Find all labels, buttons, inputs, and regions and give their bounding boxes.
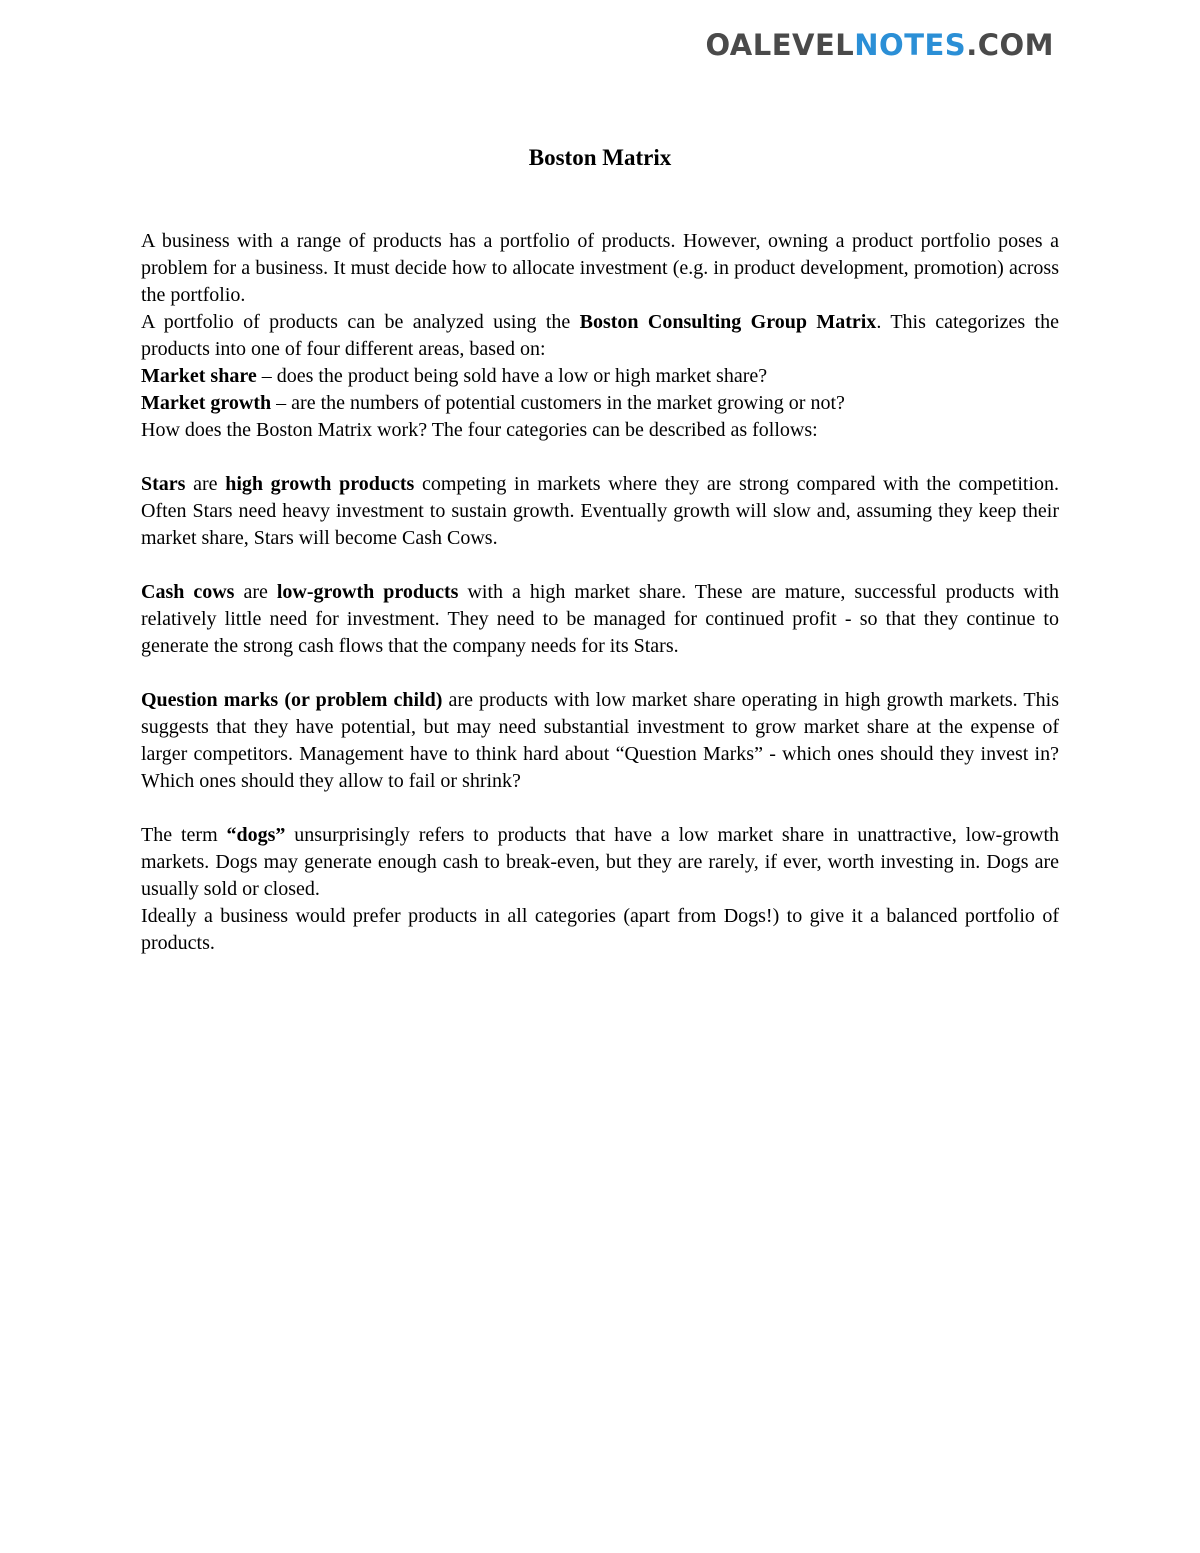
bcg-paragraph	[141, 309, 1059, 363]
market-share-line	[141, 363, 1059, 390]
question-marks-text: are products with low market share operating in high growth markets. This suggests that they have potential, but may need substantial investment to grow market share at the expense of larger competitors. Management have to think hard about “Question Marks” - which ones should they invest in? Which ones should they allow to fail or shrink?	[141, 689, 1059, 792]
cash-cows-text: with a high market share. These are mature, successful products with relatively little need for investment. They need to be managed for continued profit - so that they continue to generate the strong cash flows that the company needs for its Stars.	[141, 581, 1060, 657]
how-line: How does the Boston Matrix work? The four categories can be described as follows:	[141, 419, 818, 441]
stars-mid: are	[185, 473, 226, 495]
cash-cows-term: Cash cows	[141, 581, 235, 603]
page-title: Boston Matrix	[528, 145, 672, 170]
document-body	[141, 228, 1059, 957]
market-share-text: – does the product being sold have a low or high market share?	[256, 365, 768, 387]
dogs-paragraph	[141, 822, 1059, 903]
cash-cows-mid: are	[234, 581, 277, 603]
question-marks-paragraph	[141, 687, 1059, 795]
stars-text: competing in markets where they are strong compared with the competition. Often Stars need heavy investment to sustain growth. Eventually growth will slow and, assuming they keep their market share, Stars will become Cash Cows.	[141, 473, 1060, 549]
bcg-text-post: . This categorizes the products into one of four different areas, based on:	[141, 311, 1059, 360]
spacer	[141, 552, 1059, 579]
logo-text-oalevel: OALEVEL	[705, 28, 855, 62]
stars-paragraph	[141, 471, 1059, 552]
intro-paragraph: A business with a range of products has a portfolio of products. However, owning a product portfolio poses a problem for a business. It must decide how to allocate investment (e.g. in product development, promotion) across the portfolio.	[141, 230, 1059, 306]
market-growth-text: – are the numbers of potential customers in the market growing or not?	[271, 392, 845, 414]
dogs-term: “dogs”	[226, 824, 286, 846]
dogs-pre: The term	[141, 824, 227, 846]
bcg-text-pre: A portfolio of products can be analyzed using the	[141, 311, 580, 333]
market-share-term: Market share	[141, 365, 257, 387]
site-logo	[705, 28, 1054, 62]
market-growth-line	[141, 390, 1059, 417]
bcg-term: Boston Consulting Group Matrix	[579, 311, 877, 333]
dogs-text: unsurprisingly refers to products that have a low market share in unattractive, low-growth markets. Dogs may generate enough cash to break-even, but they are rarely, if ever, worth investing in. Dogs are usually sold or closed.	[141, 824, 1060, 900]
question-marks-term: Question marks (or problem child)	[141, 689, 443, 711]
stars-bold-phrase: high growth products	[225, 473, 415, 495]
cash-cows-bold-phrase: low-growth products	[276, 581, 459, 603]
stars-term: Stars	[141, 473, 186, 495]
logo-text-com: .COM	[966, 28, 1054, 62]
market-growth-term: Market growth	[141, 392, 272, 414]
closing-paragraph: Ideally a business would prefer products in all categories (apart from Dogs!) to give it a balanced portfolio of products.	[141, 905, 1059, 954]
spacer	[141, 444, 1059, 471]
logo-text-notes: NOTES	[854, 28, 967, 62]
spacer	[141, 795, 1059, 822]
spacer	[141, 660, 1059, 687]
cash-cows-paragraph	[141, 579, 1059, 660]
